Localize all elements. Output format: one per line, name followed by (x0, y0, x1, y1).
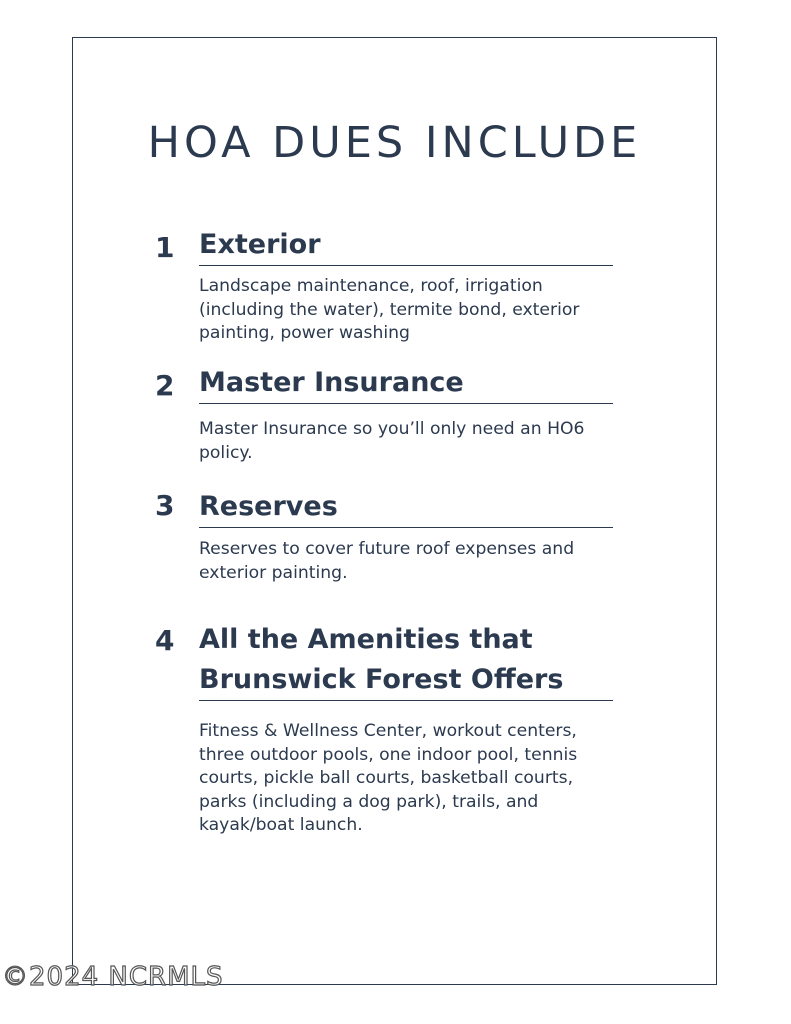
item-description: Landscape maintenance, roof, irrigation (including the water), termite bond, exterior painting, power washing (199, 276, 580, 343)
item-heading: Master Insurance (199, 363, 613, 404)
item-description: Fitness & Wellness Center, workout centers, three outdoor pools, one indoor pool, tennis courts, pickle ball courts, basketball courts, parks (including a dog park), trails, and kayak/boat launch. (199, 721, 578, 835)
item-number: 1 (155, 231, 175, 264)
item-description: Master Insurance so you’ll only need an HO6 policy. (199, 419, 585, 463)
item-number: 4 (155, 624, 175, 657)
item-description: Reserves to cover future roof expenses and exterior painting. (199, 539, 575, 583)
item-number: 3 (155, 489, 175, 522)
item-heading: Reserves (199, 487, 613, 528)
item-heading: Exterior (199, 225, 613, 266)
item-number: 2 (155, 369, 175, 402)
copyright-watermark: ©2024 NCRMLS (2, 962, 224, 992)
page-title: HOA DUES INCLUDE (147, 118, 642, 168)
item-heading: All the Amenities that Brunswick Forest Offers (199, 620, 613, 701)
